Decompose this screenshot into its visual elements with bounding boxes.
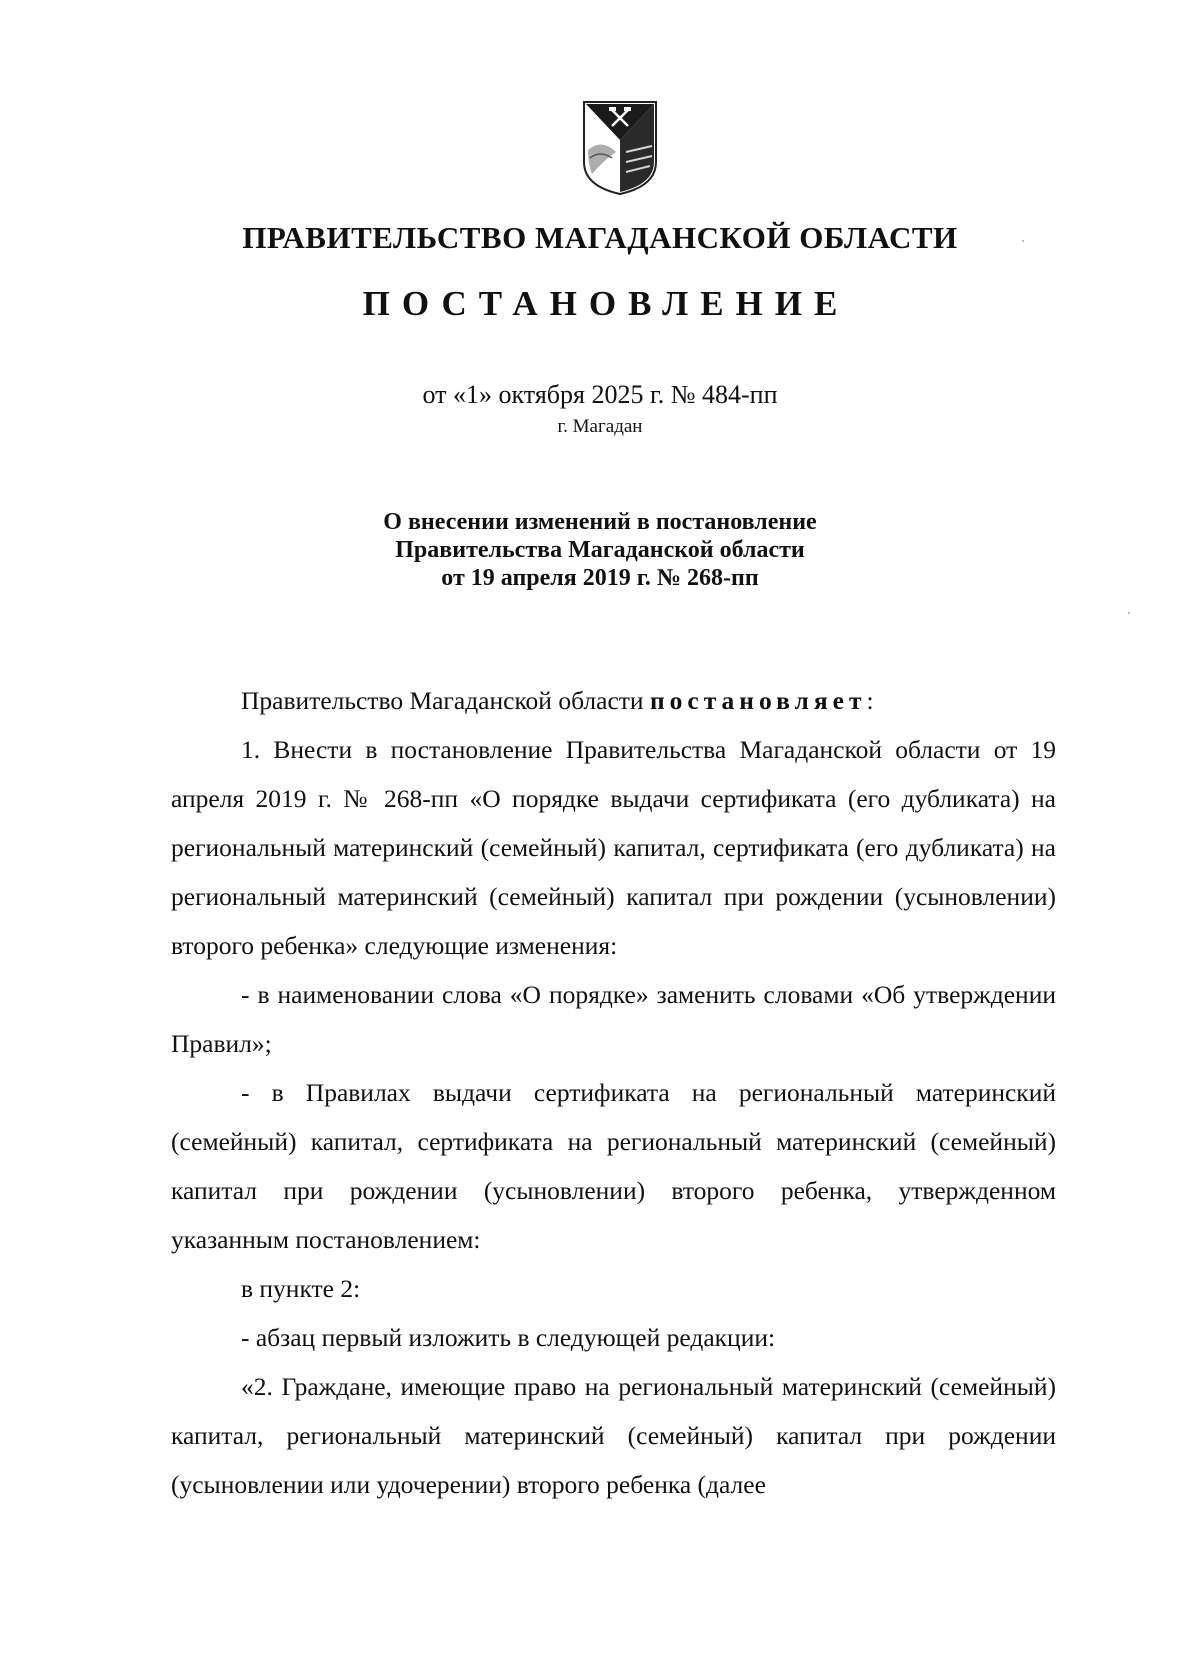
- document-date-number: от «1» октября 2025 г. № 484-пп: [422, 380, 778, 409]
- preamble-keyword: постановляет: [649, 686, 867, 715]
- body-paragraph: «2. Граждане, имеющие право на региональный материнский (семейный) капитал, региональный материнский (семейный) капитал при рождении (усыновлении или удочерении) второго ребенка (далее: [171, 1372, 1056, 1499]
- document-type-heading: ПОСТАНОВЛЕНИЕ: [362, 284, 850, 323]
- document-city: г. Магадан: [557, 416, 643, 437]
- organization-title: ПРАВИТЕЛЬСТВО МАГАДАНСКОЙ ОБЛАСТИ: [242, 220, 958, 255]
- subject-line: О внесении изменений в постановление: [383, 509, 817, 535]
- scan-speck: [1022, 240, 1024, 242]
- preamble-text: Правительство Магаданской области: [241, 686, 650, 715]
- scan-speck: [1128, 612, 1130, 614]
- body-paragraph: - в Правилах выдачи сертификата на региональный материнский (семейный) капитал, сертификата на региональный материнский (семейный) капитал при рождении (усыновлении) второго ребенка, утвержденном указанным постановлением:: [171, 1078, 1056, 1254]
- coat-of-arms-emblem: [582, 100, 658, 196]
- document-body: [171, 676, 1056, 1509]
- subject-line: Правительства Магаданской области: [395, 537, 805, 563]
- preamble-paragraph: [171, 676, 1056, 725]
- body-paragraph: - в наименовании слова «О порядке» заменить словами «Об утверждении Правил»;: [171, 980, 1056, 1058]
- preamble-end: :: [866, 686, 874, 715]
- body-paragraph: 1. Внести в постановление Правительства Магаданской области от 19 апреля 2019 г. № 268-пп «О порядке выдачи сертификата (его дубликата) на региональный материнский (семейный) капитал, сертификата (его дубликата) на региональный материнский (семейный) капитал при рождении (усыновлении) второго ребенка» следующие изменения:: [171, 735, 1056, 960]
- document-subject: [0, 508, 1200, 592]
- body-paragraph: в пункте 2:: [241, 1274, 361, 1303]
- body-paragraph: - абзац первый изложить в следующей редакции:: [241, 1323, 776, 1352]
- subject-line: от 19 апреля 2019 г. № 268-пп: [441, 565, 759, 591]
